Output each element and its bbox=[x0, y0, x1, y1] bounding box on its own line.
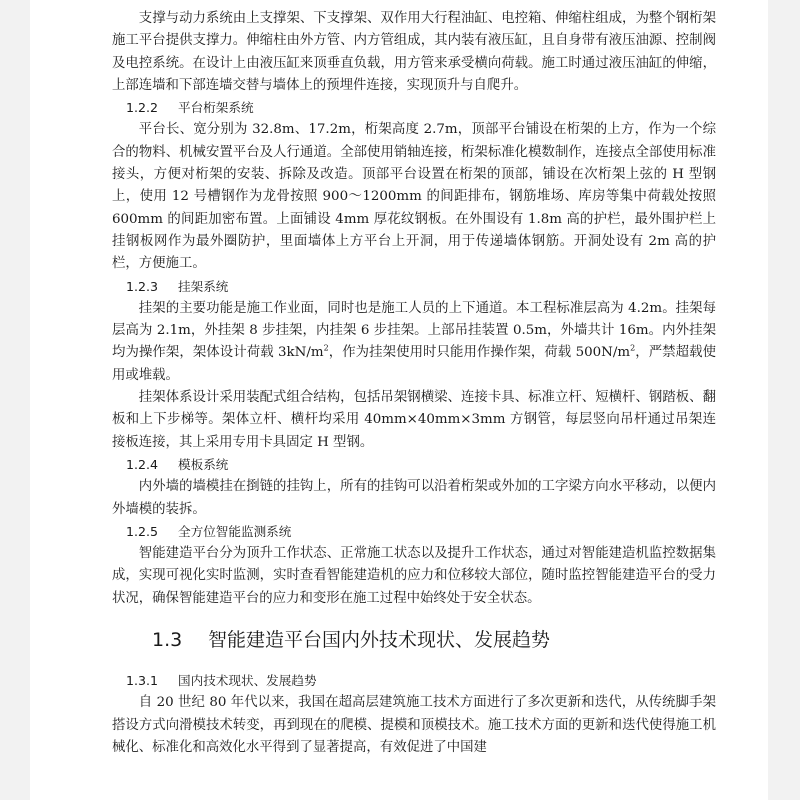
chapter-title: 智能建造平台国内外技术现状、发展趋势 bbox=[208, 629, 551, 652]
superscript: 2 bbox=[630, 343, 636, 353]
section-number: 1.2.2 bbox=[126, 100, 159, 116]
section-title: 国内技术现状、发展趋势 bbox=[178, 673, 317, 689]
paragraph-support-system: 支撑与动力系统由上支撑架、下支撑架、双作用大行程油缸、电控箱、伸缩柱组成，为整个钢桁架施工平台提供支撑力。伸缩柱由外方管、内方管组成，其内装有液压缸，且自身带有液压油源、控制阀及电控系统。在设计上由液压缸来顶垂直负载，用方管来承受横向荷载。施工时通过液压油缸的伸缩，上部连墙和下部连墙交替与墙体上的预埋件连接，实现顶升与自爬升。 bbox=[112, 11, 716, 93]
text-run: ，严禁超载使用或堆载。 bbox=[112, 345, 716, 383]
section-heading-1-2-4 bbox=[112, 454, 716, 476]
page-content bbox=[112, 8, 716, 759]
paragraph-formwork: 内外墙的墙模挂在捯链的挂钩上，所有的挂钩可以沿着桁架或外加的工字梁方向水平移动，以便内外墙模的装拆。 bbox=[112, 479, 716, 517]
chapter-number: 1.3 bbox=[152, 629, 183, 652]
section-title: 挂架系统 bbox=[178, 278, 229, 294]
section-title: 全方位智能监测系统 bbox=[178, 523, 292, 539]
chapter-heading-1-3 bbox=[112, 624, 716, 656]
section-heading-1-2-3 bbox=[112, 276, 716, 298]
section-heading-1-2-5 bbox=[112, 521, 716, 543]
section-number: 1.2.3 bbox=[126, 278, 159, 294]
paragraph-monitoring: 智能建造平台分为顶升工作状态、正常施工状态以及提升工作状态，通过对智能建造机监控数据集成，实现可视化实时监测，实时查看智能建造机的应力和位移较大部位，随时监控智能建造平台的受力状况，确保智能建造平台的应力和变形在施工过程中始终处于安全状态。 bbox=[112, 546, 716, 606]
section-number: 1.2.4 bbox=[126, 456, 159, 472]
paragraph-truss-system: 平台长、宽分别为 32.8m、17.2m，桁架高度 2.7m，顶部平台铺设在桁架的上方，作为一个综合的物料、机械安置平台及人行通道。全部使用销轴连接，桁架标准化模数制作，连接点全部使用标准接头，方便对桁架的安装、拆除及改造。顶部平台设置在桁架的顶部，铺设在次桁架上弦的 H 型钢上，使用 12 号槽钢作为龙骨按照 900～1200mm 的间距排布，钢筋堆场、库房等集中荷载处按照 600mm 的间距加密布置。上面铺设 4mm 厚花纹钢板。在外围设有 1.8m 高的护栏，最外围护栏上挂钢板网作为最外圈防护，里面墙体上方平台上开洞，用于传递墙体钢筋。开洞处设有 2m 高的护栏，方便施工。 bbox=[112, 122, 716, 272]
paragraph-domestic-status: 自 20 世纪 80 年代以来，我国在超高层建筑施工技术方面进行了多次更新和迭代，从传统脚手架搭设方式向滑模技术转变，再到现在的爬模、提模和顶模技术。施工技术方面的更新和迭代使得施工机械化、标准化和高效化水平得到了显著提高，有效促进了中国建 bbox=[112, 695, 716, 755]
section-heading-1-2-2 bbox=[112, 97, 716, 119]
document-page bbox=[30, 0, 768, 800]
paragraph-hanging-frame bbox=[112, 298, 716, 387]
text-run: ，作为挂架使用时只能用作操作架，荷载 500N/m bbox=[328, 345, 631, 361]
section-title: 平台桁架系统 bbox=[178, 100, 254, 116]
text-run: 挂架的主要功能是施工作业面，同时也是施工人员的上下通道。本工程标准层高为 4.2m。挂架每层高为 2.1m，外挂架 8 步挂架，内挂架 6 步挂架。上部吊挂装置 0.5m，外墙共计 16m。内外挂架均为操作架，架体设计荷载 3kN/m bbox=[112, 300, 716, 361]
section-title: 模板系统 bbox=[178, 456, 229, 472]
superscript: 2 bbox=[323, 343, 329, 353]
section-number: 1.2.5 bbox=[126, 523, 159, 539]
paragraph-frame-structure: 挂架体系设计采用装配式组合结构，包括吊架钢横梁、连接卡具、标准立杆、短横杆、钢踏板、翻板和上下步梯等。架体立杆、横杆均采用 40mm×40mm×3mm 方钢管，每层竖向吊杆通过吊架连接板连接，其上采用专用卡具固定 H 型钢。 bbox=[112, 390, 716, 450]
section-number: 1.3.1 bbox=[126, 673, 159, 689]
section-heading-1-3-1 bbox=[112, 670, 716, 692]
